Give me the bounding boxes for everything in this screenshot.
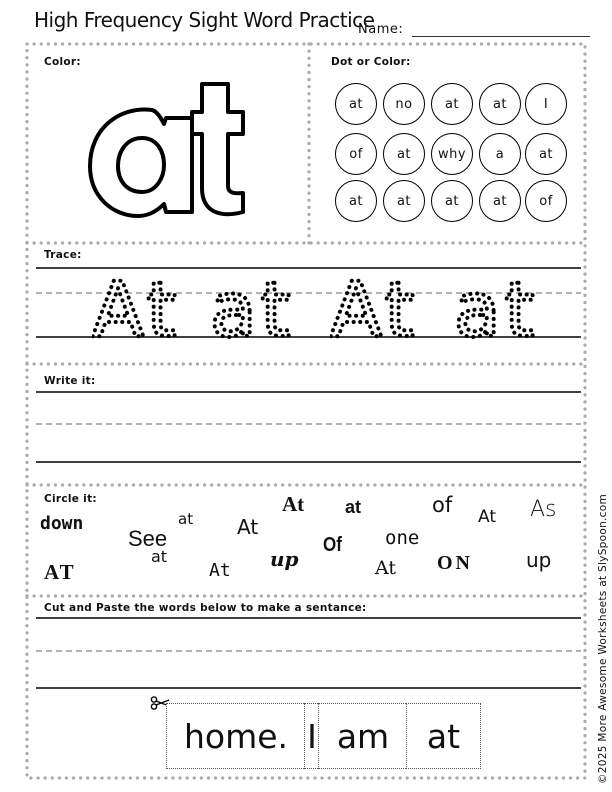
- circle-word[interactable]: At: [375, 557, 397, 579]
- dot-circle[interactable]: a: [479, 133, 521, 175]
- svg-text:At: At: [330, 265, 419, 342]
- trace-word[interactable]: [454, 262, 574, 342]
- circle-word[interactable]: at: [151, 547, 168, 566]
- trace-word[interactable]: [92, 262, 212, 342]
- dot-circle[interactable]: at: [431, 180, 473, 222]
- circle-word[interactable]: AT: [44, 560, 76, 584]
- circle-word[interactable]: one: [385, 527, 420, 549]
- cut-word-chip[interactable]: at: [406, 703, 481, 769]
- cut-word-chip[interactable]: home.: [166, 703, 306, 769]
- cut-paste-label: Cut and Paste the words below to make a sentance:: [44, 602, 367, 614]
- sentence-lines[interactable]: [36, 614, 581, 694]
- trace-word[interactable]: [330, 262, 450, 342]
- svg-text:at: at: [454, 265, 539, 342]
- copyright-credit: ©2025 More Awesome Worksheets at SlySpoon.com: [597, 494, 609, 784]
- cut-word-chip[interactable]: I: [304, 703, 320, 769]
- circle-word[interactable]: At: [478, 507, 496, 527]
- circle-word[interactable]: At: [209, 560, 231, 581]
- dot-circle[interactable]: of: [335, 133, 377, 175]
- circle-word[interactable]: At: [237, 515, 259, 539]
- circle-word[interactable]: At: [282, 492, 305, 516]
- dot-circle[interactable]: no: [383, 83, 425, 125]
- write-it-label: Write it:: [44, 375, 96, 387]
- dot-or-color-label: Dot or Color:: [331, 56, 411, 68]
- dot-circle[interactable]: of: [525, 180, 567, 222]
- circle-word[interactable]: See: [128, 526, 168, 551]
- write-lines[interactable]: [36, 388, 581, 468]
- circle-word[interactable]: Of: [323, 534, 342, 556]
- circle-word[interactable]: down: [40, 513, 84, 534]
- cut-word-chip[interactable]: am: [318, 703, 408, 769]
- color-label: Color:: [44, 56, 81, 68]
- page-title: High Frequency Sight Word Practice: [34, 8, 375, 32]
- circle-word[interactable]: at: [345, 497, 362, 517]
- outline-word-at[interactable]: [80, 78, 250, 220]
- dot-circle[interactable]: at: [479, 180, 521, 222]
- dot-circle[interactable]: at: [479, 83, 521, 125]
- circle-word[interactable]: ON: [437, 552, 473, 574]
- circle-word[interactable]: As: [530, 497, 557, 522]
- dot-circle[interactable]: at: [383, 180, 425, 222]
- svg-text:At: At: [92, 265, 181, 342]
- dot-circle[interactable]: at: [335, 83, 377, 125]
- circle-word[interactable]: at: [178, 510, 194, 528]
- trace-label: Trace:: [44, 249, 82, 261]
- circle-it-label: Circle it:: [44, 493, 97, 505]
- dot-circle[interactable]: at: [525, 133, 567, 175]
- dot-circle[interactable]: at: [431, 83, 473, 125]
- circle-word[interactable]: up: [526, 548, 552, 572]
- name-label: Name:: [358, 22, 404, 37]
- circle-word[interactable]: up: [270, 547, 299, 571]
- svg-text:at: at: [210, 265, 295, 342]
- dot-circle[interactable]: at: [383, 133, 425, 175]
- circle-word[interactable]: of: [432, 493, 453, 517]
- dot-circle[interactable]: I: [525, 83, 567, 125]
- dot-circle[interactable]: why: [431, 133, 473, 175]
- trace-word[interactable]: [210, 262, 330, 342]
- dot-circle[interactable]: at: [335, 180, 377, 222]
